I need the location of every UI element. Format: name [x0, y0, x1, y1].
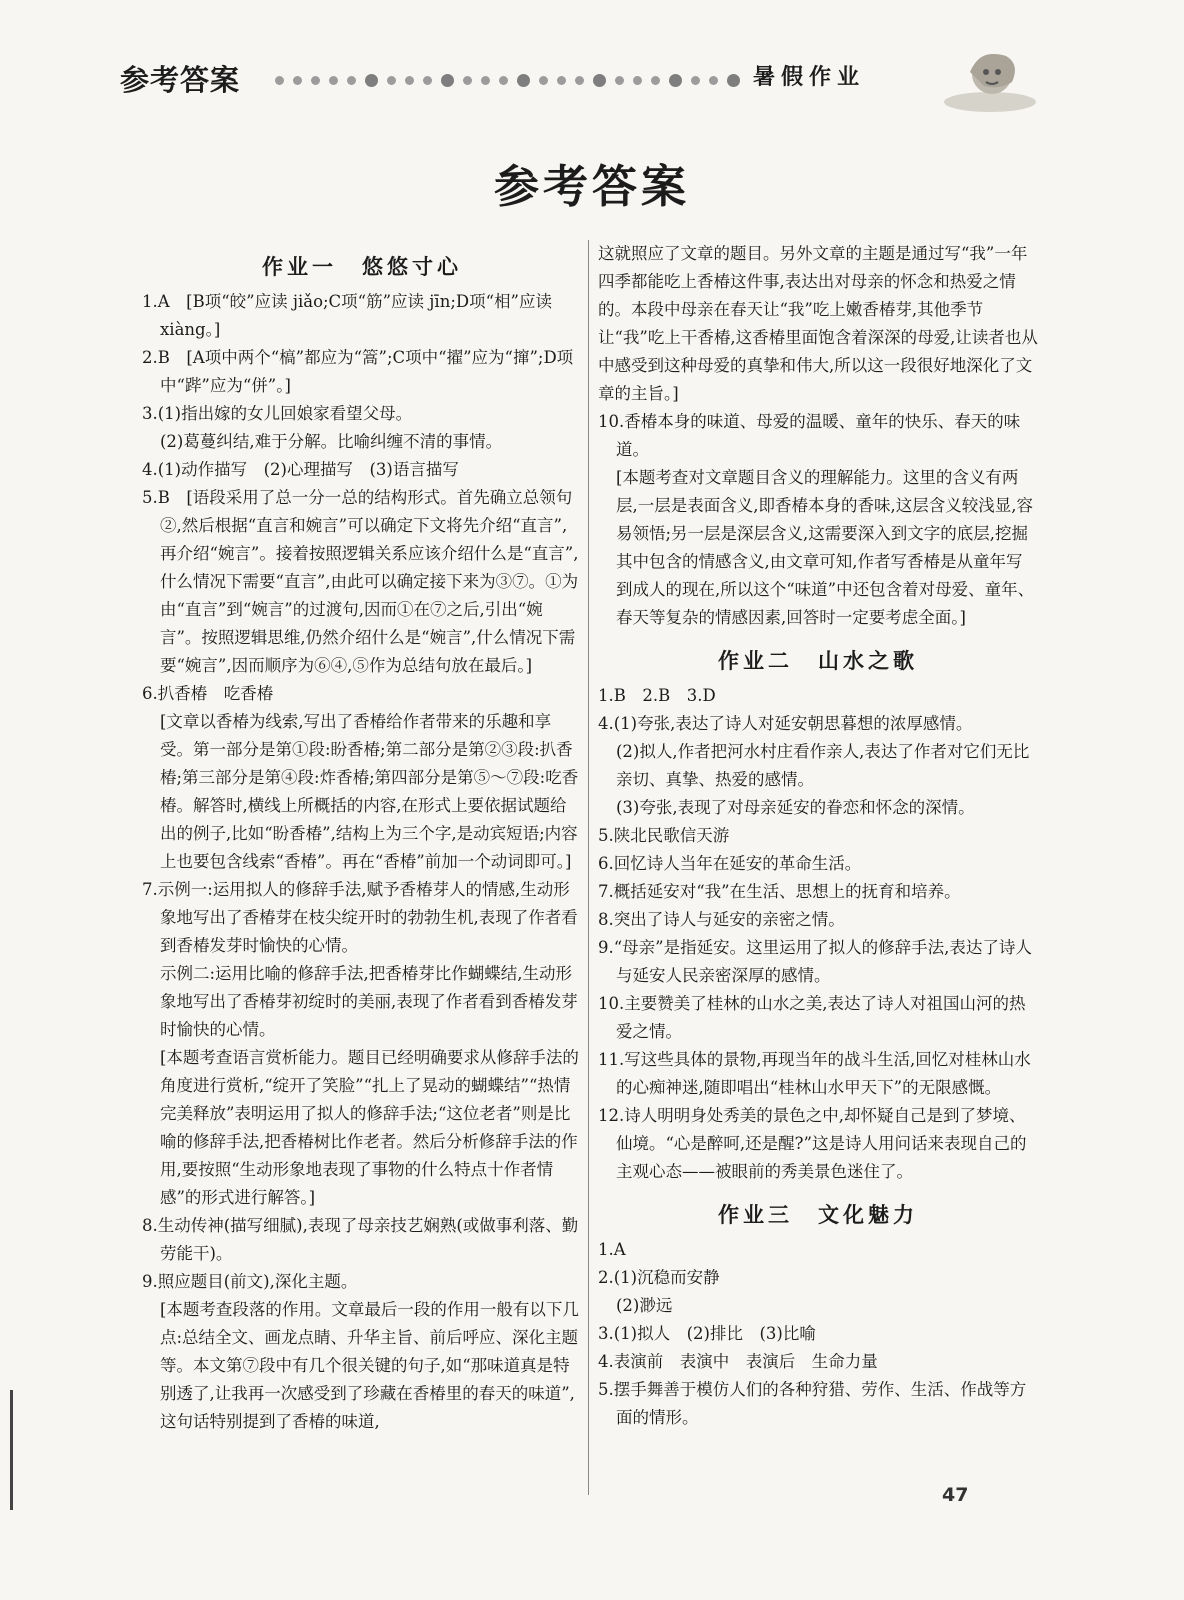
answer-9-note: [本题考查段落的作用。文章最后一段的作用一般有以下几点:总结全文、画龙点睛、升华主旨、前后呼应、深化主题等。本文第⑦段中有几个很关键的句子,如“那味道真是特别透了,让我再一次感受到了珍藏在香椿里的春天的味道”,这句话特别提到了香椿的味道, — [160, 1300, 579, 1431]
right-column — [598, 240, 1038, 1432]
answer-10-note: [本题考查对文章题目含义的理解能力。这里的含义有两层,一层是表面含义,即香椿本身的香味,这层含义较浅显,容易领悟;另一层是深层含义,这需要深入到文字的底层,挖掘其中包含的情感含义,由文章可知,作者写香椿是从童年写到成人的现在,所以这个“味道”中还包含着对母爱、童年、春天等复杂的情感因素,回答时一定要考虑全面。] — [616, 468, 1035, 627]
hw3-answer-3: 3.(1)拟人 (2)排比 (3)比喻 — [598, 1324, 816, 1343]
section-title-homework-1: 作业一 悠悠寸心 — [262, 254, 462, 279]
scan-edge-mark — [10, 1390, 13, 1510]
hw2-answer-10: 10.主要赞美了桂林的山水之美,表达了诗人对祖国山河的热爱之情。 — [598, 994, 1026, 1041]
summer-homework-logo-text: 暑假作业 — [753, 65, 866, 90]
hw2-answer-11: 11.写这些具体的景物,再现当年的战斗生活,回忆对桂林山水的心痴神迷,随即唱出“桂林山水甲天下”的无限感慨。 — [598, 1050, 1031, 1097]
hw3-answer-5: 5.摆手舞善于模仿人们的各种狩猎、劳作、生活、作战等方面的情形。 — [598, 1380, 1027, 1427]
header-dot-row — [275, 74, 740, 87]
hw2-answer-4: 4.(1)夸张,表达了诗人对延安朝思暮想的浓厚感情。 — [598, 714, 973, 733]
hw2-answer-5: 5.陕北民歌信天游 — [598, 826, 730, 845]
answer-7-note: [本题考查语言赏析能力。题目已经明确要求从修辞手法的角度进行赏析,“绽开了笑脸”“扎上了晃动的蝴蝶结”“热情完美释放”表明运用了拟人的修辞手法;“这位老者”则是比喻的修辞手法,把香椿树比作老者。然后分析修辞手法的作用,要按照“生动形象地表现了事物的什么特点十作者情感”的形式进行解答。] — [160, 1048, 579, 1207]
hw3-answer-2-2: (2)渺远 — [616, 1296, 673, 1315]
answer-2: 2.B [A项中两个“槁”都应为“篙”;C项中“擢”应为“撺”;D项中“跸”应为“併”。] — [142, 348, 574, 395]
answer-4: 4.(1)动作描写 (2)心理描写 (3)语言描写 — [142, 460, 459, 479]
section-title-homework-2: 作业二 山水之歌 — [718, 648, 918, 673]
answer-8: 8.生动传神(描写细腻),表现了母亲技艺娴熟(或做事利落、勤劳能干)。 — [142, 1216, 579, 1263]
hw3-answer-4: 4.表演前 表演中 表演后 生命力量 — [598, 1352, 878, 1371]
answer-6: 6.扒香椿 吃香椿 — [142, 684, 274, 703]
section-title-homework-3: 作业三 文化魅力 — [718, 1202, 918, 1227]
left-column — [142, 240, 582, 1436]
answer-1: 1.A [B项“皎”应读 jiǎo;C项“筋”应读 jīn;D项“相”应读 xiàng。] — [142, 292, 552, 339]
answer-7: 7.示例一:运用拟人的修辞手法,赋予香椿芽人的情感,生动形象地写出了香椿芽在枝尖绽开时的勃勃生机,表现了作者看到香椿发芽时愉快的心情。 — [142, 880, 578, 955]
answer-7-example-2: 示例二:运用比喻的修辞手法,把香椿芽比作蝴蝶结,生动形象地写出了香椿芽初绽时的美丽,表现了作者看到香椿发芽时愉快的心情。 — [160, 964, 578, 1039]
hw2-answer-1-3: 1.B 2.B 3.D — [598, 686, 716, 705]
hw3-answer-1: 1.A — [598, 1240, 626, 1259]
answer-3-sub: (2)葛蔓纠结,难于分解。比喻纠缠不清的事情。 — [160, 432, 503, 451]
page-title: 参考答案 — [493, 160, 690, 213]
answer-5: 5.B [语段采用了总一分一总的结构形式。首先确立总领句②,然后根据“直言和婉言”可以确定下文将先介绍“直言”,再介绍“婉言”。接着按照逻辑关系应该介绍什么是“直言”,什么情况下需要“直言”,由此可以确定接下来为③⑦。①为由“直言”到“婉言”的过渡句,因而①在⑦之后,引出“婉言”。按照逻辑思维,仍然介绍什么是“婉言”,什么情况下需要“婉言”,因而顺序为⑥④,⑤作为总结句放在最后。] — [142, 488, 579, 675]
column-divider — [588, 240, 589, 1495]
mascot-logo-icon — [940, 44, 1040, 118]
hw2-answer-6: 6.回忆诗人当年在延安的革命生活。 — [598, 854, 862, 873]
answer-3: 3.(1)指出嫁的女儿回娘家看望父母。 — [142, 404, 413, 423]
answer-9: 9.照应题目(前文),深化主题。 — [142, 1272, 358, 1291]
hw2-answer-7: 7.概括延安对“我”在生活、思想上的抚育和培养。 — [598, 882, 961, 901]
answer-9-note-continued: 这就照应了文章的题目。另外文章的主题是通过写“我”一年四季都能吃上香椿这件事,表达出对母亲的怀念和热爱之情的。本段中母亲在春天让“我”吃上嫩香椿芽,其他季节让“我”吃上干香椿,这香椿里面饱含着深深的母爱,让读者也从中感受到这种母爱的真挚和伟大,所以这一段很好地深化了文章的主旨。] — [598, 244, 1038, 403]
hw2-answer-12: 12.诗人明明身处秀美的景色之中,却怀疑自己是到了梦境、仙境。“心是醉呵,还是醒?”这是诗人用问话来表现自己的主观心态——被眼前的秀美景色迷住了。 — [598, 1106, 1027, 1181]
hw2-answer-9: 9.“母亲”是指延安。这里运用了拟人的修辞手法,表达了诗人与延安人民亲密深厚的感情。 — [598, 938, 1032, 985]
hw2-answer-8: 8.突出了诗人与延安的亲密之情。 — [598, 910, 845, 929]
answer-10: 10.香椿本身的味道、母爱的温暖、童年的快乐、春天的味道。 — [598, 412, 1021, 459]
hw2-answer-4-2: (2)拟人,作者把河水村庄看作亲人,表达了作者对它们无比亲切、真挚、热爱的感情。 — [616, 742, 1030, 789]
header-title: 参考答案 — [120, 63, 241, 97]
hw2-answer-4-3: (3)夸张,表现了对母亲延安的眷恋和怀念的深情。 — [616, 798, 975, 817]
answer-6-note: [文章以香椿为线索,写出了香椿给作者带来的乐趣和享受。第一部分是第①段:盼香椿;第二部分是第②③段:扒香椿;第三部分是第④段:炸香椿;第四部分是第⑤～⑦段:吃香椿。解答时,横线上所概括的内容,在形式上要依据试题给出的例子,比如“盼香椿”,结构上为三个字,是动宾短语;内容上也要包含线索“香椿”。再在“香椿”前加一个动词即可。] — [160, 712, 579, 871]
page-header — [120, 58, 1040, 102]
page-number: 47 — [942, 1484, 969, 1506]
hw3-answer-2: 2.(1)沉稳而安静 — [598, 1268, 720, 1287]
